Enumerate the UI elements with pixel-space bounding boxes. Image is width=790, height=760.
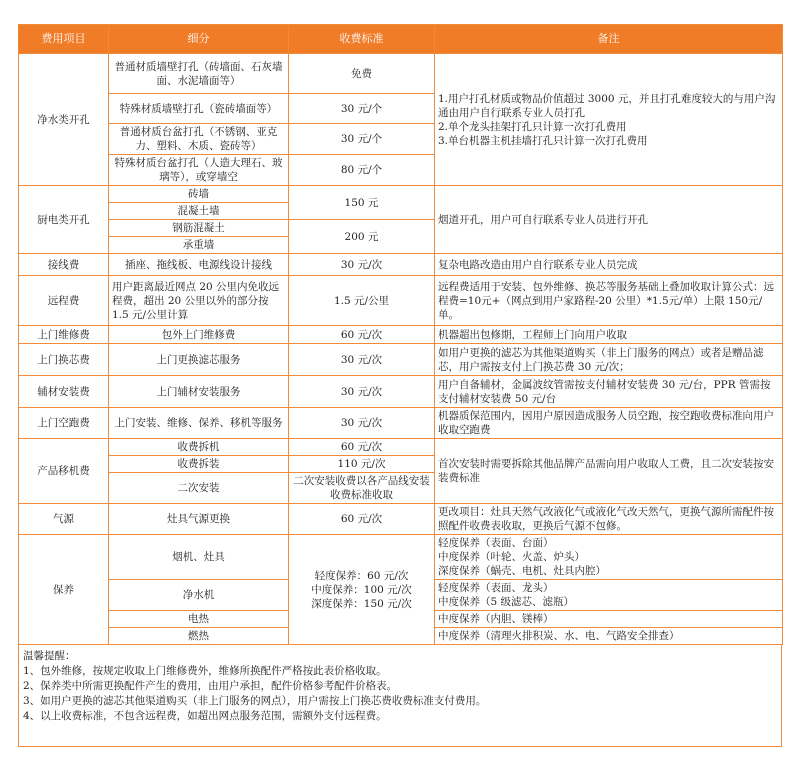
sub-cell: 普通材质墙壁打孔（砖墙面、石灰墙面、水泥墙面等） (109, 54, 289, 94)
fee-cell (289, 535, 435, 645)
reminder-title: 温馨提醒： (23, 650, 76, 662)
note-line: 1.用户打孔材质或物品价值超过 3000 元，并且打孔难度较大的与用户沟通由用户自行联系专业人员打孔 (438, 92, 776, 119)
table-header (19, 25, 783, 54)
fee-cell: 免费 (289, 54, 435, 94)
note-line: 2.单个龙头挂架打孔只计算一次打孔费用 (438, 120, 627, 133)
note-cell (435, 54, 783, 186)
sub-cell: 上门辅材安装服务 (109, 376, 289, 408)
category-cell: 接线费 (19, 254, 109, 276)
category-cell: 上门空跑费 (19, 408, 109, 439)
note-line: 轻度保养（表面、台面） (438, 537, 554, 549)
reminder-section (18, 645, 782, 747)
sub-cell: 收费拆机 (109, 439, 289, 456)
category-cell: 产品移机费 (19, 439, 109, 504)
fee-line: 中度保养：100 元/次 (311, 583, 412, 596)
note-cell: 机器超出包修期，工程师上门向用户收取 (435, 326, 783, 344)
sub-cell: 燃热 (109, 628, 289, 645)
sub-cell: 钢筋混凝土 (109, 220, 289, 237)
fee-cell: 30 元/次 (289, 344, 435, 376)
header-fee: 收费标准 (289, 25, 435, 54)
fee-cell: 30 元/次 (289, 408, 435, 439)
note-cell (435, 580, 783, 611)
category-cell: 上门换芯费 (19, 344, 109, 376)
fee-cell: 30 元/个 (289, 94, 435, 124)
category-cell: 气源 (19, 504, 109, 535)
category-cell: 保养 (19, 535, 109, 645)
table-row (19, 326, 783, 344)
sub-cell: 插座、拖线板、电源线设计接线 (109, 254, 289, 276)
note-line: 3.单台机器主机挂墙打孔只计算一次打孔费用 (438, 134, 648, 147)
table-row (19, 54, 783, 94)
reminder-item: 4、以上收费标准，不包含远程费，如超出网点服务范围，需额外支付远程费。 (23, 710, 387, 722)
note-cell: 用户自备辅材，金属波纹管需按支付辅材安装费 30 元/台，PPR 管需按支付辅材安装费 50 元/台 (435, 376, 783, 408)
category-cell: 辅材安装费 (19, 376, 109, 408)
fee-cell: 二次安装收费以各产品线安装收费标准收取 (289, 473, 435, 504)
header-note: 备注 (435, 25, 783, 54)
sub-cell: 二次安装 (109, 473, 289, 504)
note-line: 深度保养（蜗壳、电机、灶具内腔） (438, 565, 606, 577)
note-cell (435, 535, 783, 580)
fee-cell: 30 元/次 (289, 376, 435, 408)
sub-cell: 灶具气源更换 (109, 504, 289, 535)
sub-cell: 混凝土墙 (109, 203, 289, 220)
note-cell: 烟道开孔，用户可自行联系专业人员进行开孔 (435, 186, 783, 254)
sub-cell: 电热 (109, 611, 289, 628)
category-cell: 上门维修费 (19, 326, 109, 344)
fee-cell: 110 元/次 (289, 456, 435, 473)
table-row (19, 376, 783, 408)
note-cell: 如用户更换的滤芯为其他渠道购买（非上门服务的网点）或者是赠品滤芯，用户需按支付上门换芯费 30 元/次； (435, 344, 783, 376)
header-sub: 细分 (109, 25, 289, 54)
table-row (19, 408, 783, 439)
note-cell: 中度保养（清理火排积炭、水、电、气路安全排查） (435, 628, 783, 645)
sub-cell: 砖墙 (109, 186, 289, 203)
sub-cell: 烟机、灶具 (109, 535, 289, 580)
fee-cell: 30 元/个 (289, 124, 435, 155)
note-cell: 复杂电路改造由用户自行联系专业人员完成 (435, 254, 783, 276)
reminder-item: 1、包外维修，按规定收取上门维修费外，维修所换配件严格按此表价格收取。 (23, 665, 387, 677)
fee-cell: 150 元 (289, 186, 435, 220)
sub-cell: 承重墙 (109, 237, 289, 254)
sub-cell: 特殊材质台盆打孔（人造大理石、玻璃等），或穿墙空 (109, 155, 289, 186)
fee-line: 深度保养：150 元/次 (311, 597, 412, 610)
sub-cell: 特殊材质墙壁打孔（瓷砖墙面等） (109, 94, 289, 124)
table-row (19, 276, 783, 326)
note-cell: 机器质保范围内，因用户原因造成服务人员空跑，按空跑收费标准向用户收取空跑费 (435, 408, 783, 439)
category-cell: 远程费 (19, 276, 109, 326)
table-row (19, 535, 783, 580)
fee-cell: 1.5 元/公里 (289, 276, 435, 326)
note-cell: 更改项目：灶具天然气改液化气或液化气改天然气，更换气源所需配件按照配件收费表收取，更换后气源不包修。 (435, 504, 783, 535)
fee-line: 轻度保养：60 元/次 (314, 569, 409, 582)
sub-cell: 包外上门维修费 (109, 326, 289, 344)
reminder-item: 3、如用户更换的滤芯其他渠道购买（非上门服务的网点），用户需按上门换芯费收费标准支付费用。 (23, 695, 487, 707)
category-cell: 厨电类开孔 (19, 186, 109, 254)
fee-cell: 200 元 (289, 220, 435, 254)
fee-cell: 60 元/次 (289, 439, 435, 456)
table-row (19, 504, 783, 535)
note-cell: 首次安装时需要拆除其他品牌产品需向用户收取人工费，且二次安装按安装费标准 (435, 439, 783, 504)
sub-cell: 收费拆装 (109, 456, 289, 473)
table-row (19, 344, 783, 376)
reminder-item: 2、保养类中所需更换配件产生的费用，由用户承担，配件价格参考配件价格表。 (23, 680, 398, 692)
note-cell: 中度保养（内胆、镁棒） (435, 611, 783, 628)
fee-cell: 60 元/次 (289, 504, 435, 535)
sub-cell: 净水机 (109, 580, 289, 611)
table-row (19, 254, 783, 276)
note-line: 中度保养（5 级滤芯、滤瓶） (438, 596, 575, 608)
sub-cell: 上门更换滤芯服务 (109, 344, 289, 376)
category-cell: 净水类开孔 (19, 54, 109, 186)
table-row (19, 186, 783, 203)
fee-cell: 30 元/次 (289, 254, 435, 276)
header-item: 费用项目 (19, 25, 109, 54)
fee-table (18, 24, 783, 645)
fee-cell: 60 元/次 (289, 326, 435, 344)
fee-cell: 80 元/个 (289, 155, 435, 186)
note-cell: 远程费适用于安装、包外维修、换芯等服务基础上叠加收取计算公式：远程费=10元+（网点到用户家路程-20 公里）*1.5元/单）上限 150元/单。 (435, 276, 783, 326)
table-row (19, 439, 783, 456)
sub-cell: 用户距离最近网点 20 公里内免收远程费，超出 20 公里以外的部分按 1.5 元/公里计算 (109, 276, 289, 326)
fee-schedule (18, 24, 782, 747)
sub-cell: 普通材质台盆打孔（不锈钢、亚克力、塑料、木质、瓷砖等） (109, 124, 289, 155)
note-line: 轻度保养（表面、龙头） (438, 582, 554, 594)
note-line: 中度保养（叶轮、火盖、炉头） (438, 551, 585, 563)
sub-cell: 上门安装、维修、保养、移机等服务 (109, 408, 289, 439)
